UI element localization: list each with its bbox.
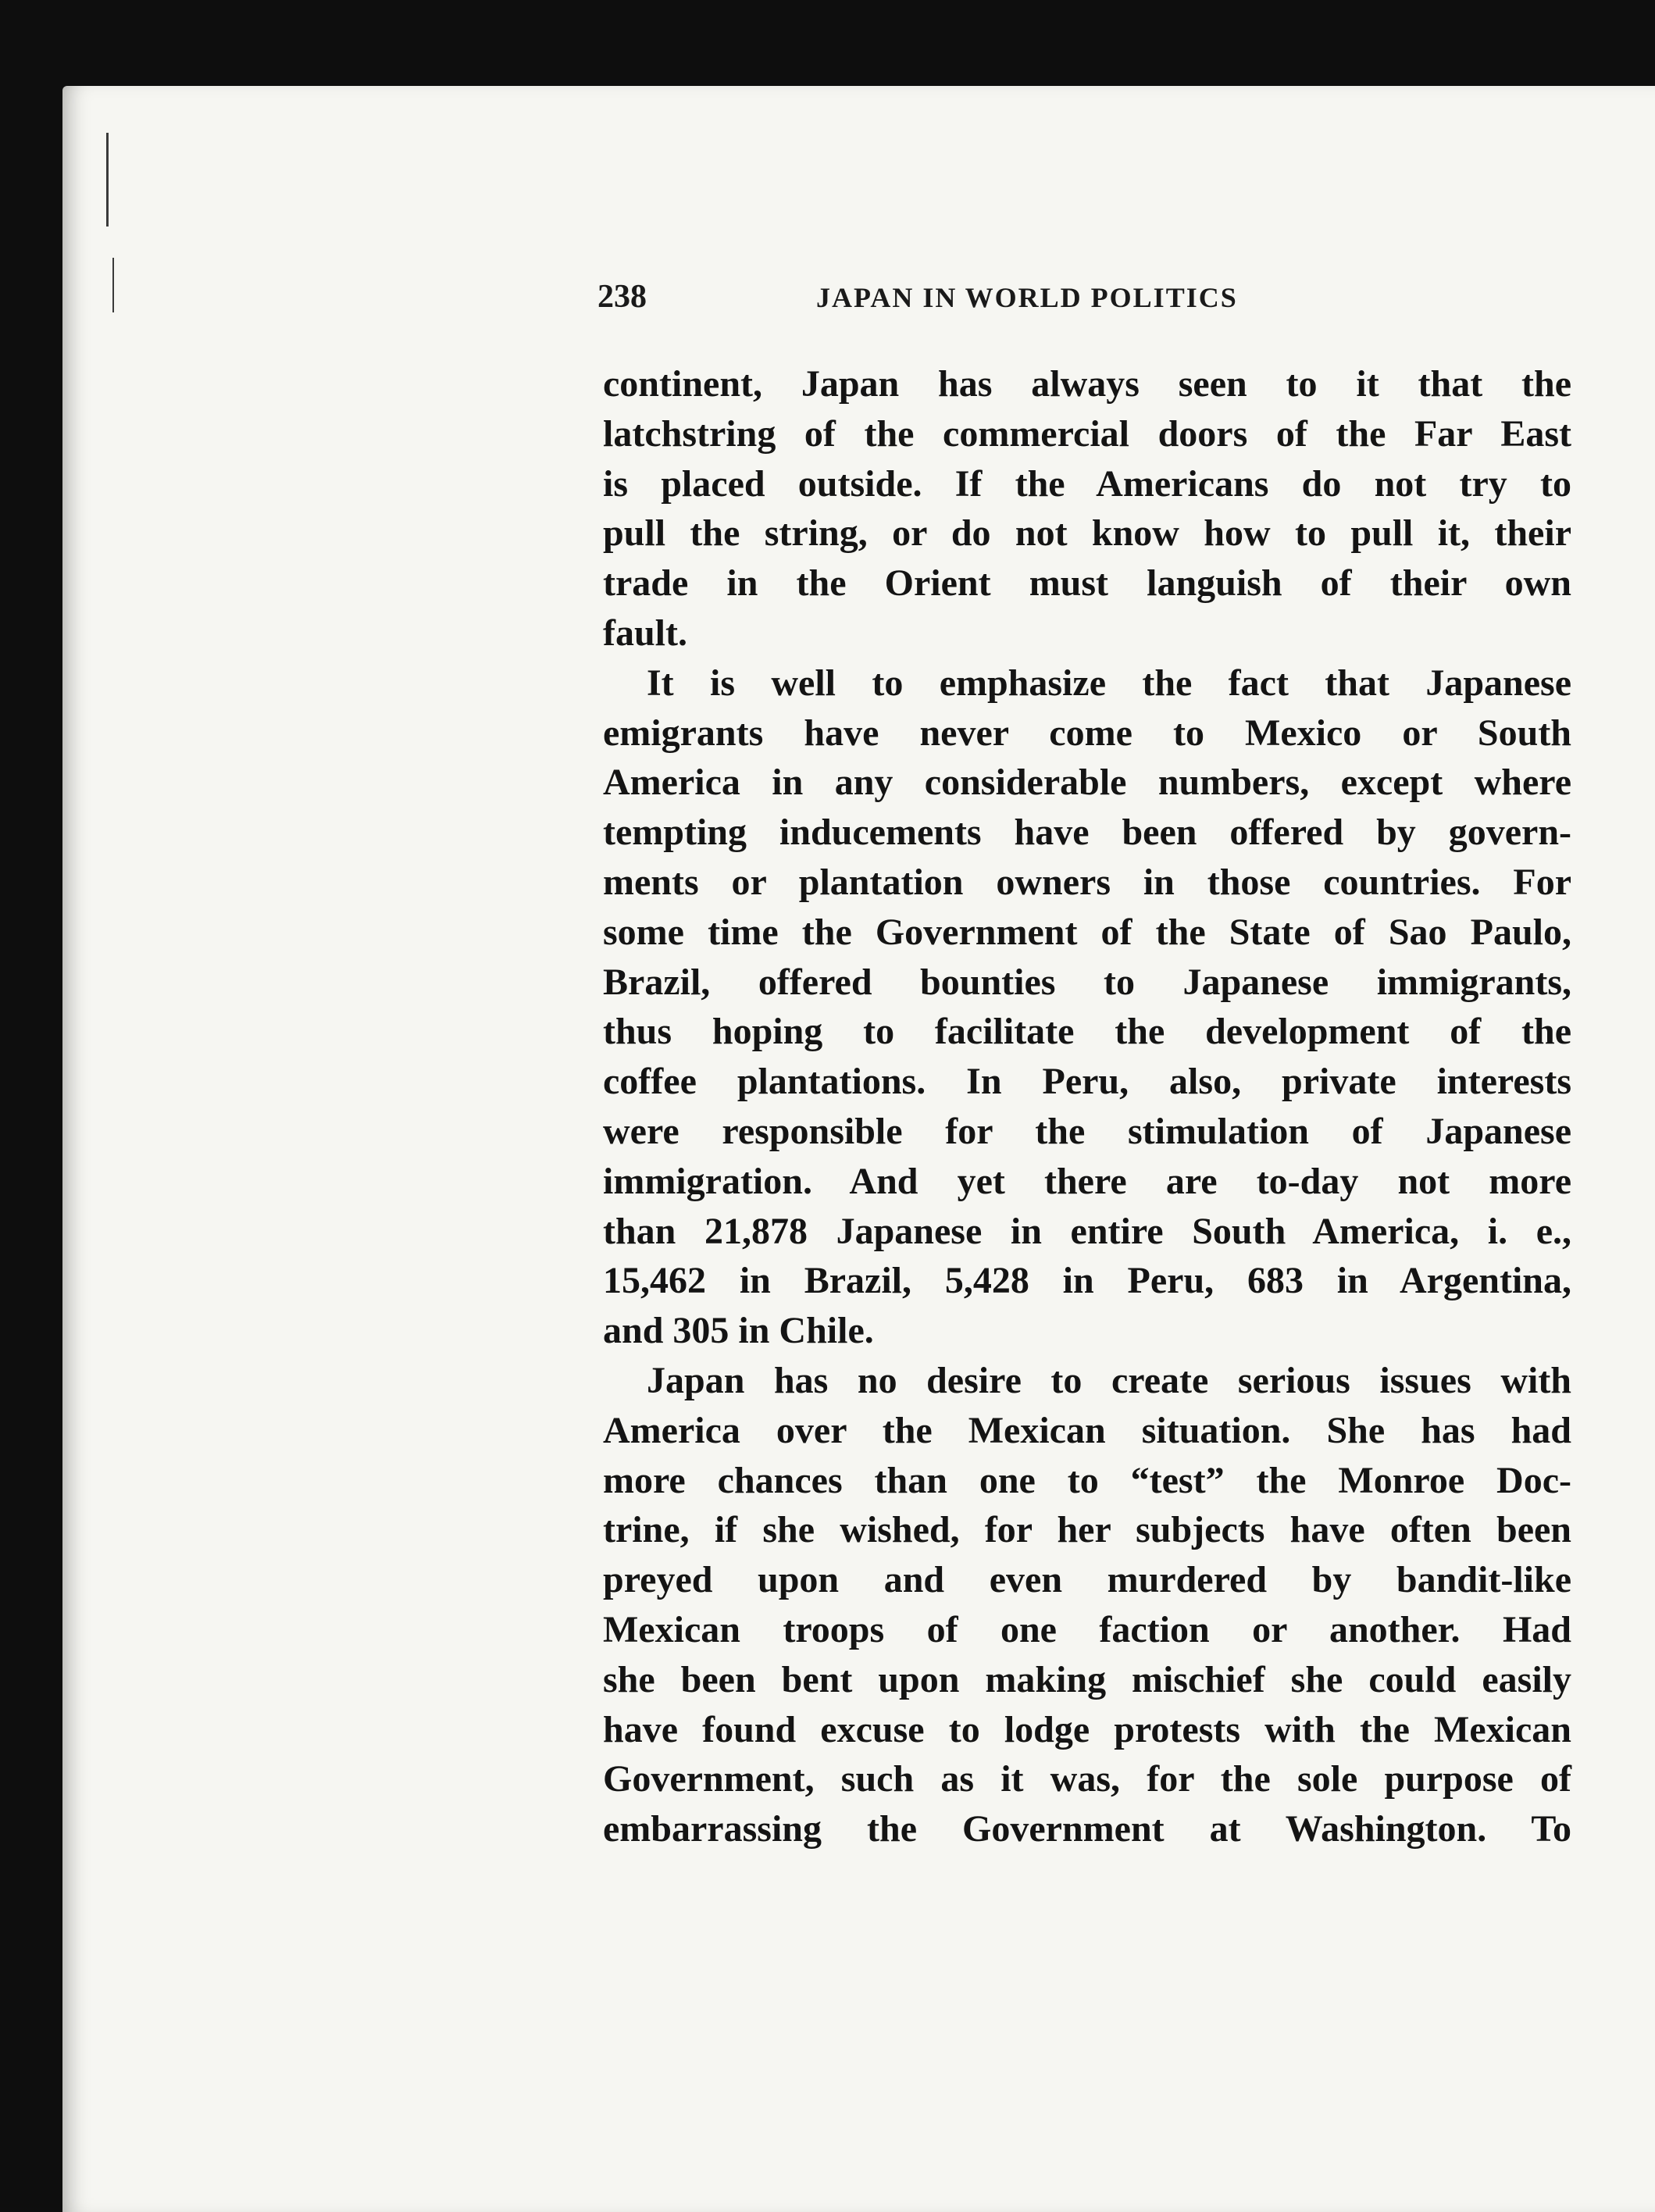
text-line: Government, such as it was, for the sole purpose of <box>603 1758 1571 1800</box>
text-line: tempting inducements have been offered by govern- <box>603 812 1571 854</box>
text-line: she been bent upon making mischief she could easily <box>603 1658 1571 1700</box>
running-title: JAPAN IN WORLD POLITICS <box>816 282 1238 313</box>
body-text <box>603 359 1571 1854</box>
text-line: coffee plantations. In Peru, also, private interests <box>603 1061 1571 1103</box>
text-line: is placed outside. If the Americans do not try to <box>603 462 1571 505</box>
text-line: continent, Japan has always seen to it that the <box>603 363 1571 405</box>
text-line: America in any considerable numbers, except where <box>603 762 1571 804</box>
text-line: emigrants have never come to Mexico or South <box>603 712 1571 754</box>
text-line: America over the Mexican situation. She has had <box>603 1409 1571 1451</box>
text-line: and 305 in Chile. <box>603 1310 874 1352</box>
text-line: It is well to emphasize the fact that Japanese <box>647 662 1571 704</box>
page-number: 238 <box>597 279 647 315</box>
text-line: some time the Government of the State of Sao Paulo, <box>603 911 1571 953</box>
paragraph <box>603 658 1571 1356</box>
text-line: embarrassing the Government at Washington. To <box>603 1808 1571 1850</box>
text-line: immigration. And yet there are to-day not more <box>603 1160 1571 1202</box>
text-line: Japan has no desire to create serious issues with <box>647 1359 1571 1401</box>
text-line: more chances than one to “test” the Monroe Doc- <box>603 1459 1571 1501</box>
text-line: Brazil, offered bounties to Japanese immigrants, <box>603 961 1571 1003</box>
text-line: fault. <box>603 612 687 654</box>
text-line: than 21,878 Japanese in entire South America, i. e., <box>603 1210 1571 1252</box>
gutter-shadow-mark <box>112 258 114 312</box>
paragraph <box>603 359 1571 658</box>
text-line: were responsible for the stimulation of Japanese <box>603 1110 1571 1152</box>
text-line: preyed upon and even murdered by bandit-like <box>603 1559 1571 1601</box>
text-line: have found excuse to lodge protests with the Mexican <box>603 1708 1571 1750</box>
paragraph <box>603 1356 1571 1854</box>
text-line: latchstring of the commercial doors of the Far East <box>603 412 1571 455</box>
text-line: thus hoping to facilitate the development of the <box>603 1011 1571 1053</box>
text-line: 15,462 in Brazil, 5,428 in Peru, 683 in Argentina, <box>603 1260 1571 1302</box>
running-head <box>597 278 1316 325</box>
text-line: Mexican troops of one faction or another. Had <box>603 1608 1571 1650</box>
text-line: pull the string, or do not know how to pull it, their <box>603 512 1571 555</box>
gutter-shadow-mark <box>106 133 109 227</box>
text-line: trade in the Orient must languish of their own <box>603 562 1571 605</box>
text-line: ments or plantation owners in those countries. For <box>603 861 1571 903</box>
text-line: trine, if she wished, for her subjects have often been <box>603 1509 1571 1551</box>
